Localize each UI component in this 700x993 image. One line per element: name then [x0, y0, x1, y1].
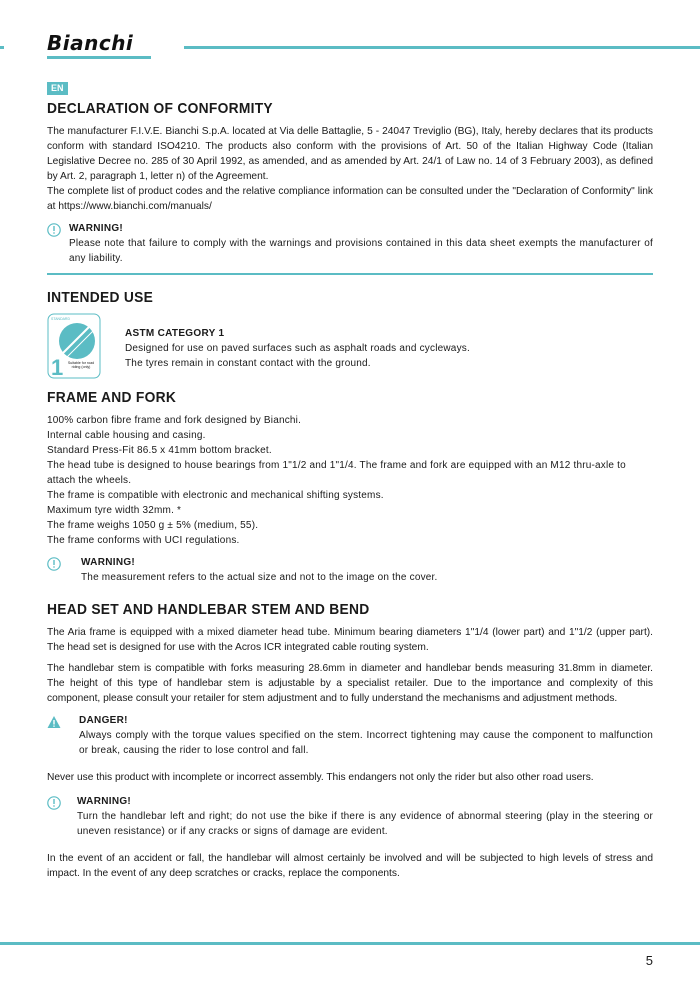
spec-line: Standard Press-Fit 86.5 x 41mm bottom bracket. — [47, 445, 272, 456]
spec-line: The head tube is designed to house bearings from 1"1/2 and 1"1/4. The frame and fork are equipped with an M12 thru-axle to attach the wheels. — [47, 460, 626, 486]
language-badge: EN — [47, 82, 68, 95]
warning-title: WARNING! — [81, 557, 136, 568]
header-rule-left — [0, 46, 4, 49]
head-set-paragraph-1: The Aria frame is equipped with a mixed diameter head tube. Minimum bearing diameters 1"1/4 (lower part) and 1"1/2 (upper part). The head set is designed for use with the Acros ICR integrated cable routing system. — [47, 627, 653, 653]
spec-line: Internal cable housing and casing. — [47, 430, 206, 441]
badge-top-label: STANDARD — [51, 317, 70, 321]
head-set-warning — [47, 795, 653, 839]
badge-number: 1 — [51, 355, 64, 379]
page-content — [47, 78, 653, 881]
frame-fork-specs — [47, 413, 653, 548]
declaration-warning — [47, 222, 653, 266]
declaration-paragraph-2: The complete list of product codes and the relative compliance information can be consulted under the "Declaration of Conformity" link at https://www.bianchi.com/manuals/ — [47, 186, 653, 212]
section-divider — [47, 273, 653, 275]
astm-category-title: ASTM CATEGORY 1 — [125, 328, 225, 339]
spec-line: The frame weighs 1050 g ± 5% (medium, 55). — [47, 520, 259, 531]
astm-category-badge-icon — [47, 313, 101, 379]
frame-fork-title: FRAME AND FORK — [47, 389, 177, 406]
head-set-paragraph-4: In the event of an accident or fall, the handlebar will almost certainly be involved and will be subjected to high levels of stress and impact. In the event of any deep scratches or cracks, replace the components. — [47, 853, 653, 879]
footer-rule — [0, 942, 700, 945]
brand-logo — [47, 32, 157, 59]
page-number: 5 — [645, 953, 653, 968]
brand-underline — [47, 56, 151, 59]
intended-use-title: INTENDED USE — [47, 289, 154, 306]
declaration-title: DECLARATION OF CONFORMITY — [47, 100, 273, 117]
head-set-paragraph-3: Never use this product with incomplete or incorrect assembly. This endangers not only the rider but also other road users. — [47, 772, 594, 783]
brand-name: Bianchi — [47, 31, 134, 55]
danger-title: DANGER! — [79, 715, 128, 726]
astm-description-line-2: The tyres remain in constant contact with the ground. — [125, 358, 371, 369]
spec-line: The frame conforms with UCI regulations. — [47, 535, 240, 546]
spec-line: Maximum tyre width 32mm. * — [47, 505, 182, 516]
danger-triangle-icon — [47, 715, 61, 729]
warning-circle-icon — [47, 223, 61, 237]
frame-fork-warning — [47, 556, 653, 585]
intended-use-block — [47, 313, 653, 379]
warning-circle-icon — [47, 557, 61, 571]
header-rule-right — [184, 46, 700, 49]
head-set-title: HEAD SET AND HANDLEBAR STEM AND BEND — [47, 601, 370, 618]
danger-text: Always comply with the torque values specified on the stem. Incorrect tightening may cause the component to malfunction or break, causing the rider to lose control and fall. — [79, 730, 653, 756]
warning-title: WARNING! — [69, 223, 124, 234]
head-set-paragraph-2: The handlebar stem is compatible with forks measuring 28.6mm in diameter and handlebar bends measuring 31.8mm in diameter. The height of this type of handlebar stem is adjustable by a specialist retailer. Due to the importance and complexity of this component, please consult your retailer for stem adjustment and to fully understand the mechanisms and adjustment methods. — [47, 663, 653, 704]
warning-text: Turn the handlebar left and right; do not use the bike if there is any evidence of abnormal steering (play in the steering or uneven resistance) or if any cracks or signs of damage are evident. — [77, 811, 653, 837]
badge-caption: Suitable for road riding (only) — [67, 361, 95, 369]
spec-line: The frame is compatible with electronic and mechanical shifting systems. — [47, 490, 384, 501]
warning-title: WARNING! — [77, 796, 132, 807]
spec-line: 100% carbon fibre frame and fork designed by Bianchi. — [47, 415, 302, 426]
warning-text: Please note that failure to comply with the warnings and provisions contained in this data sheet exempts the manufacturer of any liability. — [69, 238, 653, 264]
declaration-paragraph-1: The manufacturer F.I.V.E. Bianchi S.p.A. located at Via delle Battaglie, 5 - 24047 Treviglio (BG), Italy, hereby declares that its products conform with standard ISO4210. The products also conform with the provisions of Art. 50 of the Italian Highway Code (Italian Legislative Decree no. 285 of 30 April 1992, as amended, and as amended by Art. 24/1 of Law no. 14 of 3 February 2003), as defined by Art. 2, paragraph 1, letter n) of the Agreement. — [47, 126, 653, 182]
head-set-danger — [47, 714, 653, 758]
astm-description-line-1: Designed for use on paved surfaces such as asphalt roads and cycleways. — [125, 343, 470, 354]
warning-text: The measurement refers to the actual size and not to the image on the cover. — [81, 572, 438, 583]
warning-circle-icon — [47, 796, 61, 810]
